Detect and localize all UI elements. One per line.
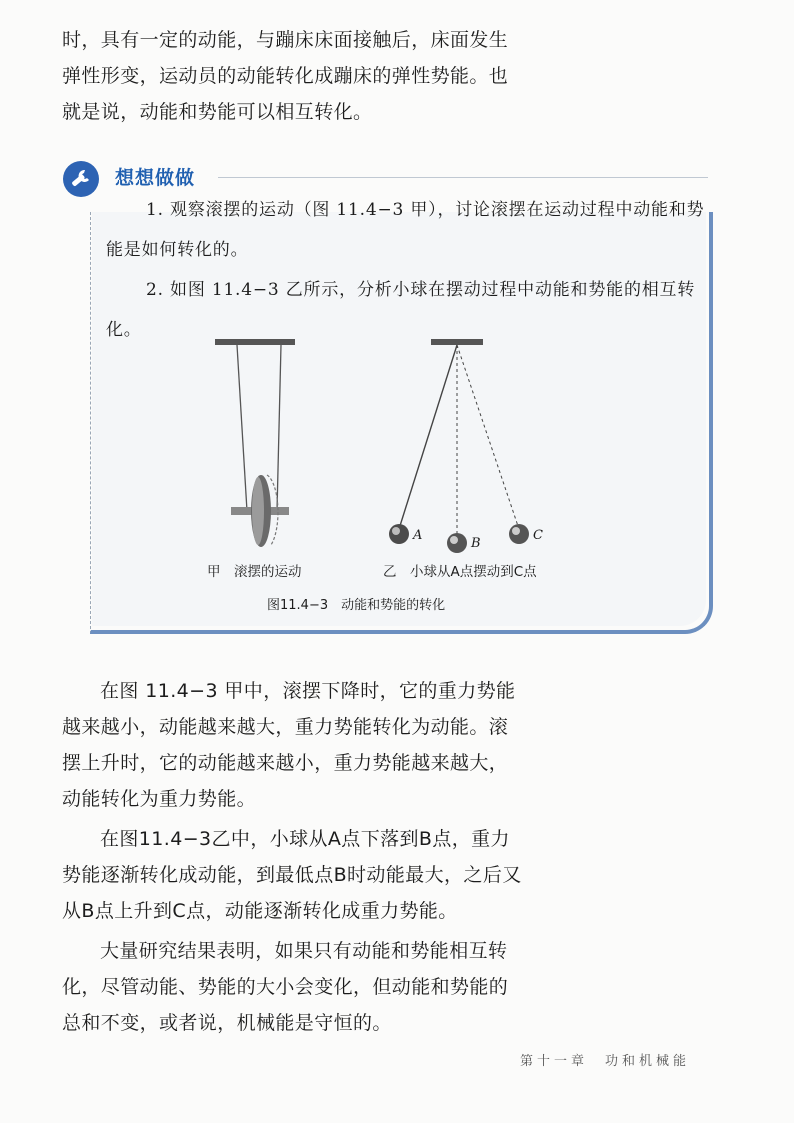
figure-illustration bbox=[195, 335, 575, 565]
figure-11-4-3 bbox=[195, 335, 575, 620]
figure-caption: 图11.4−3 动能和势能的转化 bbox=[267, 598, 446, 613]
simple-pendulum bbox=[389, 339, 529, 553]
body-paragraph-2: 在图11.4−3乙中，小球从A点下落到B点，重力势能逐渐转化成动能，到最低点B时动能最大，之后又从B点上升到C点，动能逐渐转化成重力势能。 bbox=[62, 828, 522, 922]
section-title: 想想做做 bbox=[115, 167, 196, 189]
body-paragraph-3: 大量研究结果表明，如果只有动能和势能相互转化，尽管动能、势能的大小会变化，但动能和势能的总和不变，或者说，机械能是守恒的。 bbox=[62, 940, 509, 1034]
caption-right: 乙 小球从A点摆动到C点 bbox=[383, 564, 537, 580]
section-rule bbox=[218, 177, 708, 178]
label-a: A bbox=[413, 528, 423, 543]
intro-paragraph: 时，具有一定的动能，与蹦床床面接触后，床面发生弹性形变，运动员的动能转化成蹦床的弹性势能。也就是说，动能和势能可以相互转化。 bbox=[62, 29, 509, 123]
activity-1: 1. 观察滚摆的运动（图 11.4−3 甲），讨论滚摆在运动过程中动能和势能是如何转化的。 bbox=[106, 200, 705, 260]
rolling-pendulum bbox=[215, 339, 295, 547]
label-b: B bbox=[471, 536, 481, 551]
page-footer: 第十一章 功和机械能 bbox=[520, 1054, 691, 1069]
activity-2: 2. 如图 11.4−3 乙所示，分析小球在摆动过程中动能和势能的相互转化。 bbox=[106, 280, 696, 340]
body-text bbox=[62, 673, 522, 1041]
caption-left: 甲 滚摆的运动 bbox=[207, 564, 302, 580]
label-c: C bbox=[533, 528, 543, 543]
wrench-icon bbox=[63, 161, 99, 197]
body-paragraph-1: 在图 11.4−3 甲中，滚摆下降时，它的重力势能越来越小，动能越来越大，重力势能转化为动能。滚摆上升时，它的动能越来越小，重力势能越来越大，动能转化为重力势能。 bbox=[62, 680, 516, 810]
